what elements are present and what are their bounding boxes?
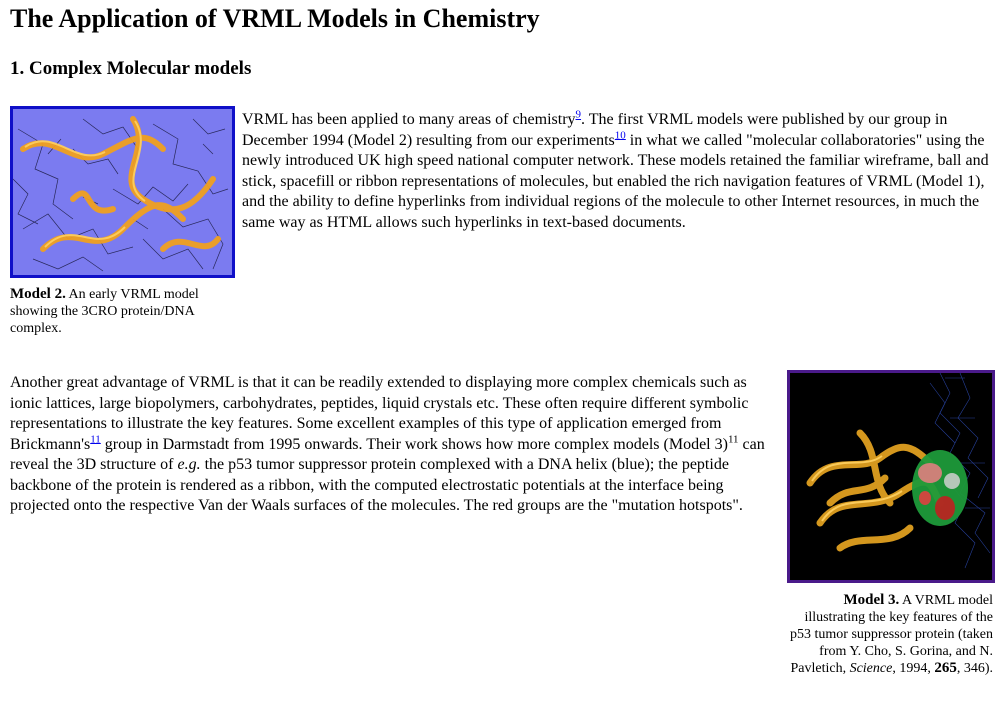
model-2-render [13, 109, 232, 275]
model-3-caption-volume: 265 [934, 660, 957, 676]
model-2-image[interactable] [10, 106, 235, 278]
reference-link-9[interactable]: 9 [575, 108, 582, 121]
reference-link-10[interactable]: 10 [614, 129, 626, 142]
model-3-caption-text: A VRML model illustrating the key features of the p53 tumor suppressor protein (taken from Y. Cho, S. Gorina, and N. Pavletich, [790, 593, 993, 676]
paragraph-text: VRML has been applied to many areas of chemistry [242, 111, 576, 128]
paragraph-vrml-intro [242, 110, 994, 233]
paragraph-text: can reveal the 3D structure of [10, 435, 765, 473]
model-3-render [790, 373, 992, 580]
paragraph-text: the p53 tumor suppressor protein complexed with a DNA helix (blue); the peptide backbone of the protein is rendered as a ribbon, with the computed electrostatic potentials at the interface being projected onto the respective Van der Waals surfaces of the molecules. The red groups are the "mutation hotspots". [10, 456, 743, 514]
model-2-caption-text: An early VRML model showing the 3CRO protein/DNA complex. [10, 287, 199, 336]
model-2-caption [10, 286, 210, 337]
model-3-caption [787, 592, 995, 677]
paragraph-text: in what we called "molecular collaboratories" using the newly introduced UK high speed national computer network. These models retained the familiar wireframe, ball and stick, spacefill or ribbon representations of molecules, but enabled the rich navigation features of VRML (Model 1), and the ability to define hyperlinks from individual regions of the molecule to other Internet resources, in much the same way as HTML allows such hyperlinks in text-based documents. [242, 131, 989, 231]
figure-model-2 [10, 106, 235, 337]
model-3-caption-journal: Science [849, 661, 893, 676]
paragraph-text: . The first VRML models were published by our group in December 1994 (Model 2) resulting from our experiments [242, 111, 948, 149]
section-heading: 1. Complex Molecular models [10, 58, 252, 79]
figure-model-3 [787, 370, 995, 677]
paragraph-vrml-advantages [10, 373, 772, 517]
page-title: The Application of VRML Models in Chemistry [10, 4, 540, 33]
model-3-caption-label: Model 3. [843, 592, 900, 608]
model-2-caption-label: Model 2. [10, 286, 66, 302]
reference-link-11[interactable]: 11 [90, 433, 101, 446]
paragraph-italic: e.g. [177, 456, 201, 473]
model-3-caption-text: , 346). [956, 661, 993, 676]
paragraph-text: group in Darmstadt from 1995 onwards. Their work shows how more complex models (Model 3) [100, 435, 728, 453]
reference-superscript-11: 11 [727, 433, 739, 446]
model-3-image[interactable] [787, 370, 995, 583]
model-3-caption-text: , 1994, [892, 661, 935, 676]
paragraph-text: Another great advantage of VRML is that it can be readily extended to displaying more complex chemicals such as ionic lattices, large biopolymers, carbohydrates, peptides, liquid crystals etc. These often require different symbolic representations to illustrate the key features. Some excellent examples of this type of application emerged from Brickmann's [10, 374, 749, 453]
